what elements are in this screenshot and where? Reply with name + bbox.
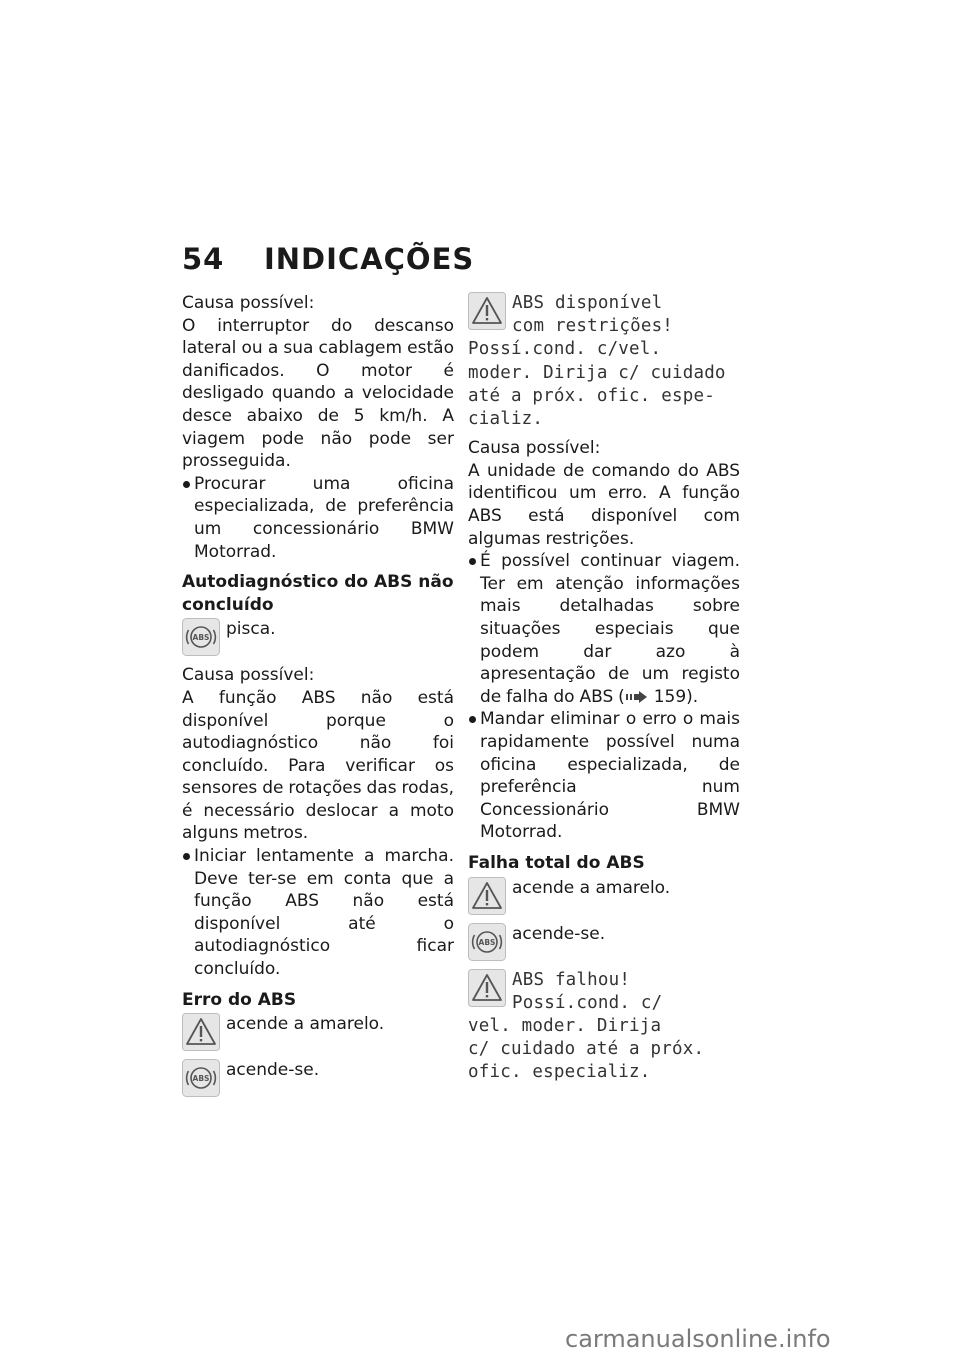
display-line: ABS falhou! xyxy=(512,969,631,990)
display-line: moder. Dirija c/ cuidado xyxy=(468,362,726,383)
cause-label: Causa possível: xyxy=(468,438,601,459)
selftest-indicator-row xyxy=(182,618,454,656)
right-column xyxy=(468,292,740,1085)
page-number: 54 xyxy=(182,242,225,276)
section-title: INDICAÇÕES xyxy=(264,242,475,276)
display-line: ABS disponível xyxy=(512,293,663,313)
xref-page[interactable]: 159). xyxy=(653,686,699,707)
left-column xyxy=(182,292,454,1105)
display-line: com restrições! xyxy=(512,316,674,337)
heading-abs-error: Erro do ABS xyxy=(182,989,297,1010)
warning-triangle-icon xyxy=(468,292,506,330)
display-message-2 xyxy=(468,969,740,1015)
page-header xyxy=(182,242,474,276)
abs-indicator-icon xyxy=(182,1059,220,1097)
display-line: cializ. xyxy=(468,409,544,430)
abs-indicator-icon xyxy=(182,618,220,656)
heading-total-failure: Falha total do ABS xyxy=(468,852,645,873)
cause-text: A unidade de comando do ABS identificou um erro. A função ABS está disponível com algumas restrições. xyxy=(468,460,740,549)
display-line: Possí.cond. c/ xyxy=(512,992,663,1013)
bullet-text: É possível continuar viagem. Ter em atenção informações mais detalhadas sobre situações especiais que podem dar azo à apresentação de um registo de falha do ABS xyxy=(480,551,740,707)
warning-triangle-icon xyxy=(468,969,506,1007)
display-line: Possí.cond. c/vel. xyxy=(468,339,662,360)
cause-text: O interruptor do descanso lateral ou a sua cablagem estão danificados. O motor é desligado quando a velocidade desce abaixo de 5 km/h. A viagem pode não pode ser prosseguida. xyxy=(182,315,454,472)
display-line: ofic. especializ. xyxy=(468,1062,651,1083)
cause-label: Causa possível: xyxy=(182,293,315,313)
display-line: até a próx. ofic. espe- xyxy=(468,385,715,406)
display-line: c/ cuidado até a próx. xyxy=(468,1039,705,1060)
abs-indicator-icon xyxy=(468,923,506,961)
instruction-bullet: Iniciar lentamente a marcha. Deve ter-se em conta que a função ABS não está disponível até o autodiagnóstico ficar concluído. xyxy=(182,845,454,981)
instruction-bullet xyxy=(468,550,740,708)
arrow-reference-icon[interactable] xyxy=(625,690,649,704)
watermark: carmanualsonline.info xyxy=(565,1325,831,1353)
xref-open: ( xyxy=(618,686,625,707)
abs-error-abs-row xyxy=(182,1059,454,1097)
total-failure-abs-row xyxy=(468,923,740,961)
total-failure-warning-row xyxy=(468,877,740,915)
total-failure-abs-text: acende-se. xyxy=(512,923,606,944)
instruction-bullet: Procurar uma oficina especializada, de preferência um concessionário BMW Motorrad. xyxy=(182,473,454,563)
heading-selftest: Autodiagnóstico do ABS não concluído xyxy=(182,572,454,615)
total-failure-warning-text: acende a amarelo. xyxy=(512,877,671,898)
cause-label: Causa possível: xyxy=(182,665,315,686)
abs-error-warning-row xyxy=(182,1013,454,1051)
svg-text:ABS: ABS xyxy=(478,937,496,947)
display-line: vel. moder. Dirija xyxy=(468,1015,662,1036)
selftest-indicator-text: pisca. xyxy=(226,619,276,640)
svg-text:ABS: ABS xyxy=(192,1074,210,1084)
abs-error-abs-text: acende-se. xyxy=(226,1060,320,1081)
abs-error-warning-text: acende a amarelo. xyxy=(226,1014,385,1035)
warning-triangle-icon xyxy=(468,877,506,915)
cause-text: A função ABS não está disponível porque o autodiagnóstico não foi concluído. Para verificar os sensores de rotações das rodas, é necessário deslocar a moto alguns metros. xyxy=(182,687,454,844)
display-message-1 xyxy=(468,292,740,338)
svg-text:ABS: ABS xyxy=(192,633,210,643)
warning-triangle-icon xyxy=(182,1013,220,1051)
instruction-bullet: Mandar eliminar o erro o mais rapidamente possível numa oficina especializada, de preferência num Concessionário BMW Motorrad. xyxy=(468,708,740,844)
